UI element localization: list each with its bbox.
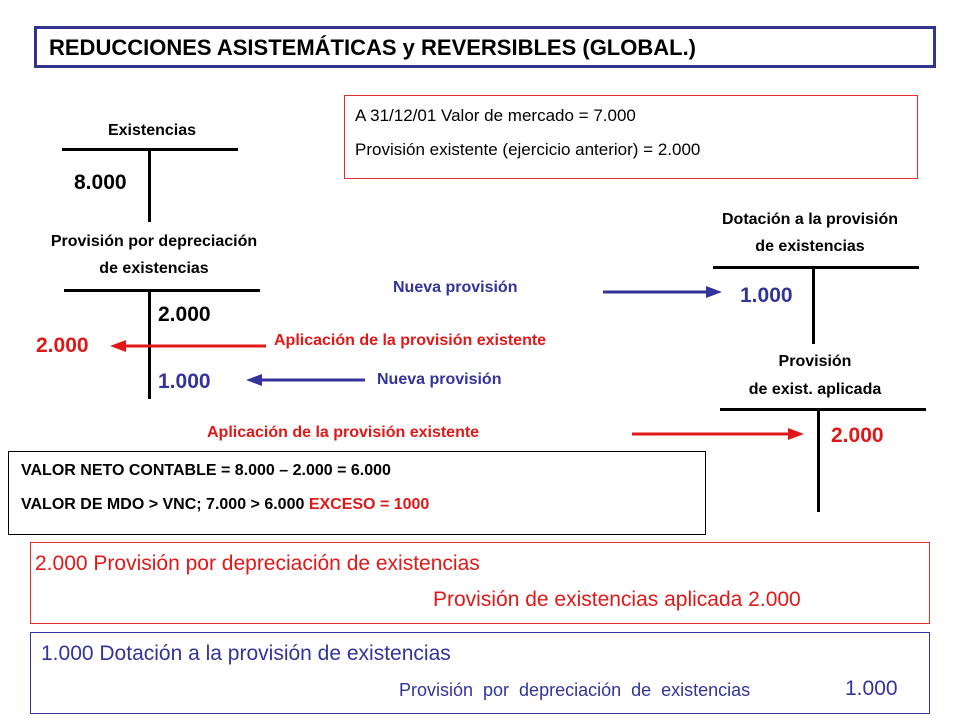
entry2-credit-amount: 1.000: [845, 677, 898, 700]
vnc-line: VALOR NETO CONTABLE = 8.000 – 2.000 = 6.000: [21, 462, 391, 479]
dotacion-debit: 1.000: [740, 284, 793, 307]
market-value-line: A 31/12/01 Valor de mercado = 7.000: [355, 106, 636, 125]
entry2-debit: 1.000 Dotación a la provisión de existencias: [41, 642, 451, 665]
entry1-credit: Provisión de existencias aplicada 2.000: [433, 588, 801, 611]
aplicacion-label-2: Aplicación de la provisión existente: [207, 424, 480, 441]
journal-entry-dotacion: [30, 632, 930, 714]
entry2-credit-text: Provisión por depreciación de existencias: [399, 680, 756, 700]
provision-aplicada-label-1: Provisión: [778, 353, 852, 370]
provision-depreciacion-label-1: Provisión por depreciación: [50, 233, 258, 250]
arrow-nueva-provision-1: [603, 286, 722, 298]
provision-depreciacion-credit: 2.000: [158, 303, 211, 326]
provision-depreciacion-debit: 2.000: [36, 334, 89, 357]
existing-provision-line: Provisión existente (ejercicio anterior) = 2.000: [355, 140, 701, 159]
arrow-nueva-provision-2: [246, 374, 365, 386]
mdo-vs-vnc-line: [21, 496, 705, 514]
entry1-debit: 2.000 Provisión por depreciación de existencias: [35, 552, 480, 575]
aplicacion-label-1: Aplicación de la provisión existente: [274, 332, 547, 349]
existencias-label: Existencias: [107, 122, 197, 139]
exceso-text: EXCESO = 1000: [308, 496, 430, 513]
nueva-provision-label-2: Nueva provisión: [377, 371, 502, 388]
valor-neto-contable-box: [8, 451, 706, 535]
provision-aplicada-label-2: de exist. aplicada: [748, 381, 882, 398]
provision-depreciacion-credit-new: 1.000: [158, 370, 211, 393]
dotacion-label-2: de existencias: [755, 238, 865, 255]
provision-aplicada-credit: 2.000: [831, 424, 884, 447]
existencias-debit: 8.000: [74, 171, 127, 194]
journal-entry-aplicacion: [30, 542, 930, 624]
mdo-vs-vnc-text: VALOR DE MDO > VNC; 7.000 > 6.000: [21, 496, 309, 513]
dotacion-label-1: Dotación a la provisión: [721, 211, 899, 228]
provision-depreciacion-label-2: de existencias: [99, 260, 209, 277]
page-title: REDUCCIONES ASISTEMÁTICAS y REVERSIBLES (GLOBAL.): [34, 26, 936, 68]
arrow-aplicacion-1: [110, 340, 266, 352]
arrow-aplicacion-2: [632, 428, 804, 440]
nueva-provision-label-1: Nueva provisión: [393, 279, 518, 296]
